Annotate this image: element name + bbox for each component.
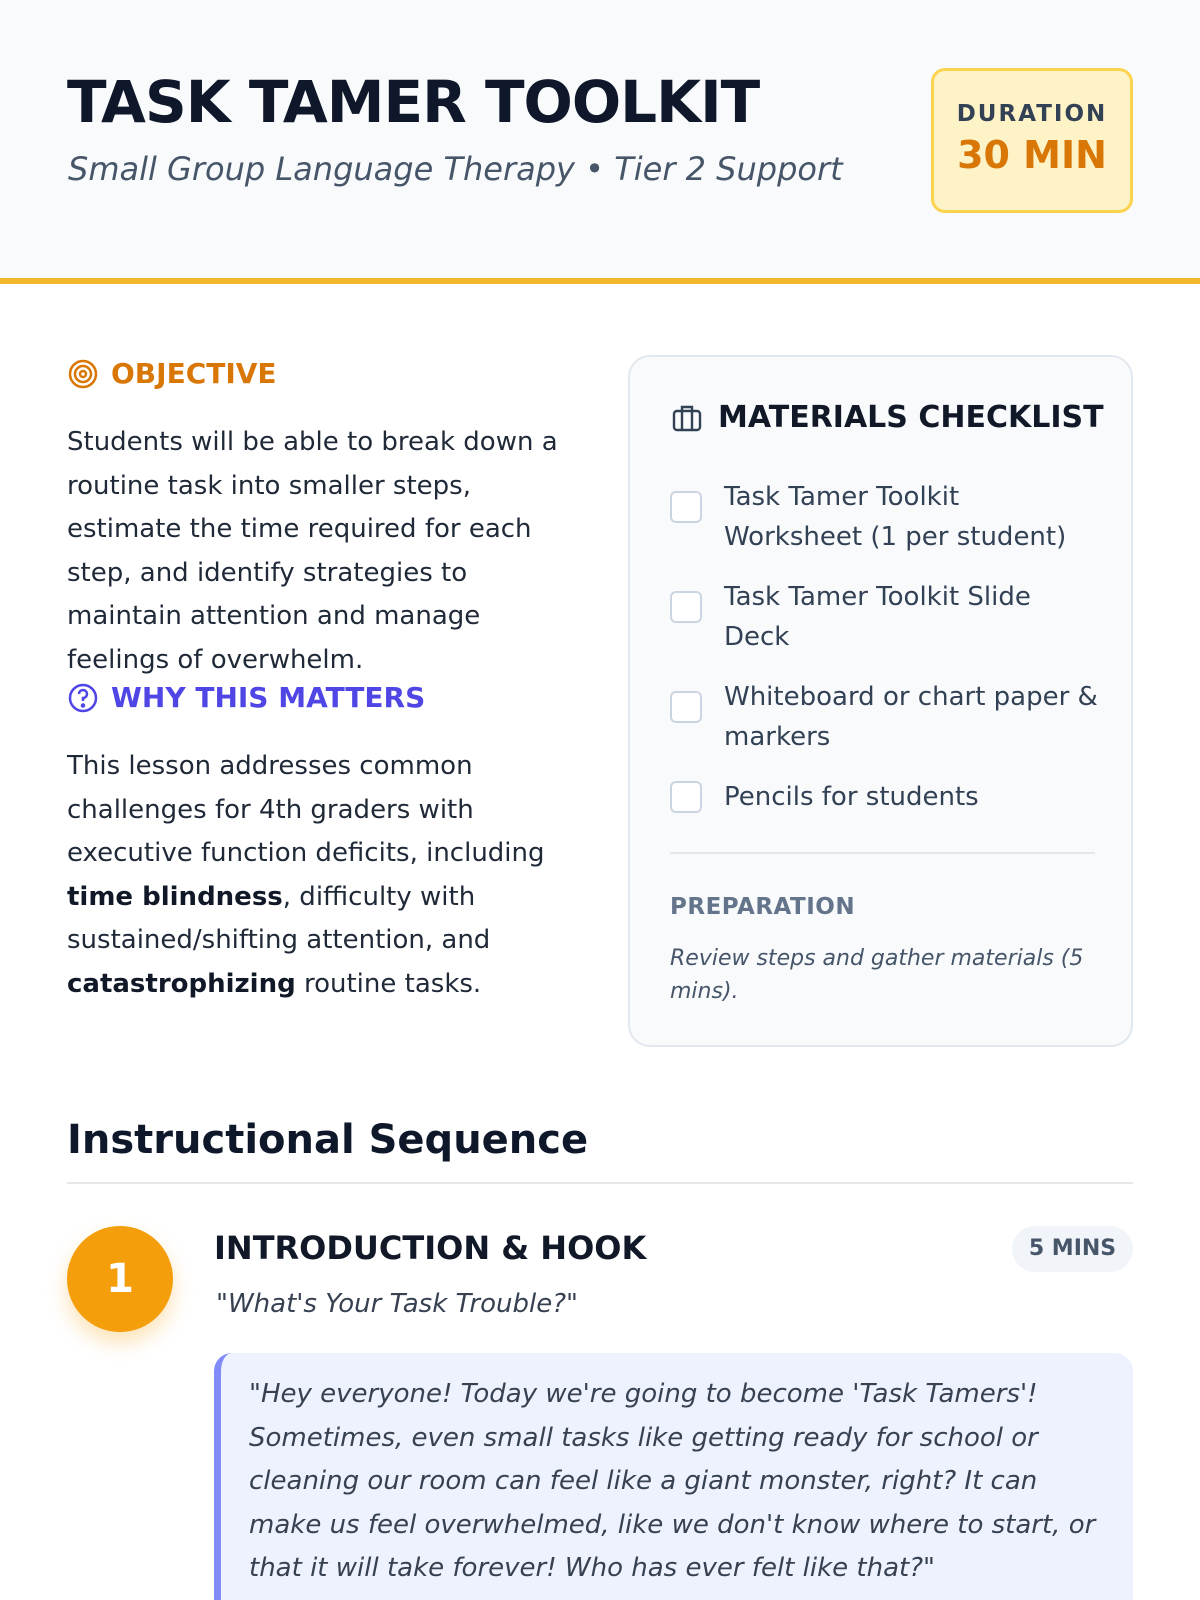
lesson-title: TASK TAMER TOOLKIT [67,68,760,136]
duration-badge [931,68,1133,213]
material-label: Task Tamer Toolkit Slide Deck [724,582,1031,652]
material-label: Whiteboard or chart paper & markers [724,682,1098,752]
objective-heading [67,357,277,390]
materials-heading-text: MATERIALS CHECKLIST [718,400,1104,435]
sequence-title: Instructional Sequence [67,1117,589,1163]
materials-list [670,477,1100,837]
checkbox[interactable] [670,491,702,523]
checkbox[interactable] [670,691,702,723]
duration-value: 30 MIN [957,133,1107,177]
divider [67,1182,1133,1184]
why-text-part: routine tasks. [295,968,482,999]
lesson-subtitle: Small Group Language Therapy • Tier 2 Support [68,150,843,188]
why-text-part: , difficulty with sustained/shifting attention, and [67,881,491,955]
teacher-script: "Hey everyone! Today we're going to become 'Task Tamers'! Sometimes, even small tasks like getting ready for school or cleaning our room can feel like a giant monster, right? It can make us feel overwhelmed, like we don't know where to start, or that it will take forever! Who has ever felt like that?" [214,1353,1133,1600]
why-text-part: This lesson addresses common challenges for 4th graders with executive function deficits, including [67,751,545,868]
target-icon [67,358,99,390]
why-heading [67,681,425,714]
material-label: Task Tamer Toolkit Worksheet (1 per student) [724,482,1067,552]
objective-heading-text: OBJECTIVE [111,357,277,390]
lesson-header [0,0,1200,284]
list-item[interactable] [670,577,1100,657]
preparation-label: PREPARATION [670,894,856,920]
materials-card [628,355,1133,1047]
duration-label: DURATION [956,101,1108,127]
step-title: INTRODUCTION & HOOK [214,1229,647,1267]
why-heading-text: WHY THIS MATTERS [111,681,426,714]
divider [670,852,1095,854]
step-time-badge: 5 MINS [1012,1226,1133,1272]
why-text [67,745,577,1006]
briefcase-icon [670,401,704,435]
step-number: 1 [67,1226,173,1332]
list-item[interactable] [670,677,1100,757]
step-subtitle: "What's Your Task Trouble?" [216,1289,578,1319]
list-item[interactable] [670,477,1100,557]
list-item[interactable] [670,777,1100,817]
question-icon [67,682,99,714]
preparation-text: Review steps and gather materials (5 mins). [670,946,1084,1004]
why-bold-term: time blindness [67,881,283,912]
material-label: Pencils for students [724,782,979,812]
why-bold-term: catastrophizing [67,968,296,999]
objective-text: Students will be able to break down a routine task into smaller steps, estimate the time required for each step, and identify strategies to maintain attention and manage feelings of overwhelm. [67,427,558,675]
checkbox[interactable] [670,781,702,813]
materials-heading [670,400,1104,435]
checkbox[interactable] [670,591,702,623]
